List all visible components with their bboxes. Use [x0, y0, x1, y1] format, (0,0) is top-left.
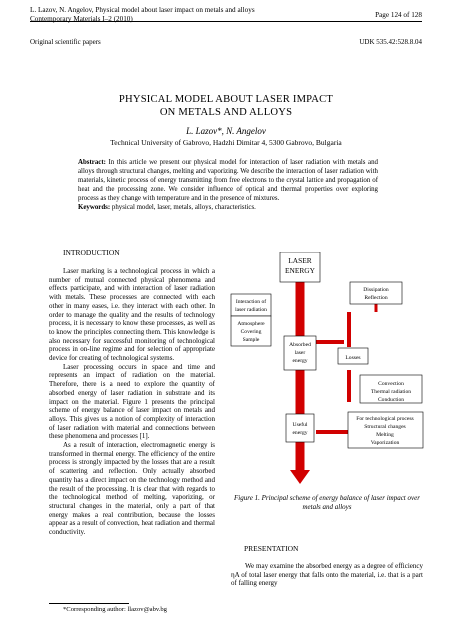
page-number: Page 124 of 128	[375, 11, 422, 19]
footnote-rule	[49, 603, 129, 604]
title-line-2: ON METALS AND ALLOYS	[159, 107, 293, 118]
svg-text:energy: energy	[292, 430, 308, 436]
svg-text:laser: laser	[294, 350, 306, 356]
losses-box	[338, 348, 368, 364]
svg-text:Conduction: Conduction	[377, 397, 405, 403]
paper-type: Original scientific papers	[30, 38, 101, 46]
laser-energy-line-1: LASER	[288, 256, 312, 265]
svg-text:Melting: Melting	[376, 432, 394, 438]
title-line-1: PHYSICAL MODEL ABOUT LASER IMPACT	[118, 94, 334, 105]
svg-text:Convection: Convection	[378, 381, 404, 387]
svg-text:Thermal radiation: Thermal radiation	[370, 389, 412, 395]
intro-paragraph-1: Laser marking is a technological process in which a number of mutual connected physical phenomena and effects participate, and with interaction of laser radiation with metals. These processes are connected with each other in many eases, i.e. they interact with each other. In order to manage the quality and the results of technology process, it is necessary to know these processes, as well as to know the principles connecting them. This knowledge is also necessary for successful monitoring of technological process in on-line regime and for selection of appropriate device for creating of technological systems.	[49, 267, 215, 363]
absorbed-energy-box	[284, 336, 316, 370]
abstract-label: Abstract:	[78, 159, 106, 166]
affiliation: Technical University of Gabrovo, Hadzhi Dimitar 4, 5300 Gabrovo, Bulgaria	[110, 138, 342, 147]
intro-heading: INTRODUCTION	[63, 248, 120, 257]
authors: L. Lazov*, N. Angelov	[186, 126, 266, 136]
abstract	[78, 158, 378, 212]
main-flow-arrowhead	[290, 470, 310, 484]
svg-text:Covering: Covering	[240, 329, 262, 335]
technological-process-box	[348, 412, 423, 448]
svg-text:Absorbed: Absorbed	[289, 342, 311, 348]
figure-caption: Figure 1. Principal scheme of energy balance of laser impact over metals and alloys	[234, 494, 420, 511]
laser-energy-line-2: ENERGY	[285, 266, 315, 275]
presentation-heading: PRESENTATION	[244, 544, 299, 553]
presentation-paragraph-1: We may examine the absorbed energy as a degree of efficiency ηA of total laser energy that falls onto the material, i.e. that is a part of falling energy	[231, 562, 423, 588]
laser-energy-box	[280, 252, 320, 282]
header-rule	[30, 21, 422, 22]
svg-text:Vaporization: Vaporization	[370, 440, 400, 446]
svg-text:Useful: Useful	[292, 422, 308, 428]
abstract-text: In this article we present our physical model for interaction of laser radiation with metals and alloys through structural changes, melting and vaporizing. We describe the interaction of laser radiation with materials, kinetic process of energy transmitting from free electrons to the crystal lattice and propagation of heat and the processing zone. We consider influence of optical and thermal properties over exploring process as they change with temperature and in the presence of mixtures.	[78, 159, 378, 202]
atmosphere-box	[231, 316, 271, 346]
keywords-text: physical model, laser, metals, alloys, characteristics.	[111, 204, 256, 211]
intro-body	[49, 267, 215, 537]
udk-code: UDK 535.42:528.8.04	[359, 38, 422, 46]
svg-text:Dissipation: Dissipation	[363, 287, 389, 293]
footnote: *Corresponding author: llazov@abv.bg	[63, 606, 167, 613]
svg-text:laser radiation: laser radiation	[235, 307, 267, 313]
intro-paragraph-3: As a result of interaction, electromagnetic energy is transformed in thermal energy. The efficiency of the entire process is strongly impacted by the losses that are a result of scattering and reflection. Only actually absorbed quantity has a direct impact on the technology method and the result of the processing. It is clear that with regards to the technological method of melting, vaporizing, or structural changes in the material, only a part of that energy makes a real contribution, because the losses appear as a result of convection, heat radiation and thermal conductivity.	[49, 441, 215, 537]
paper-title	[0, 93, 452, 119]
svg-text:For technological process: For technological process	[356, 416, 414, 422]
svg-text:Atmosphere: Atmosphere	[237, 321, 265, 327]
convection-box	[360, 375, 422, 403]
svg-text:Reflection: Reflection	[364, 295, 388, 301]
presentation-body	[231, 562, 423, 588]
running-header-authors: L. Lazov, N. Angelov, Physical model about laser impact on metals and alloys	[30, 6, 255, 14]
interaction-box	[231, 294, 271, 316]
svg-text:Structural changes: Structural changes	[364, 424, 406, 430]
svg-text:energy: energy	[292, 358, 308, 364]
useful-energy-box	[286, 414, 314, 442]
svg-text:Losses: Losses	[345, 355, 361, 361]
intro-paragraph-2: Laser processing occurs in space and time and represents an impact of radiation on the material. Therefore, there is a need to explore the quantity of absorbed energy of laser radiation in substrate and its impact on the material. Figure 1 presents the principal scheme of energy balance of laser impact on metals and alloys. This gives us a notion of complexity of interaction of laser radiation with material and connections between these phenomena and processes [1].	[49, 362, 215, 441]
keywords-label: Keywords:	[78, 204, 111, 211]
running-header-journal: Contemporary Materials I–2 (2010)	[30, 15, 133, 23]
svg-text:Sample: Sample	[242, 337, 260, 343]
dissipation-box	[350, 282, 402, 304]
svg-text:Interaction of: Interaction of	[235, 299, 267, 305]
energy-balance-diagram	[228, 252, 424, 488]
